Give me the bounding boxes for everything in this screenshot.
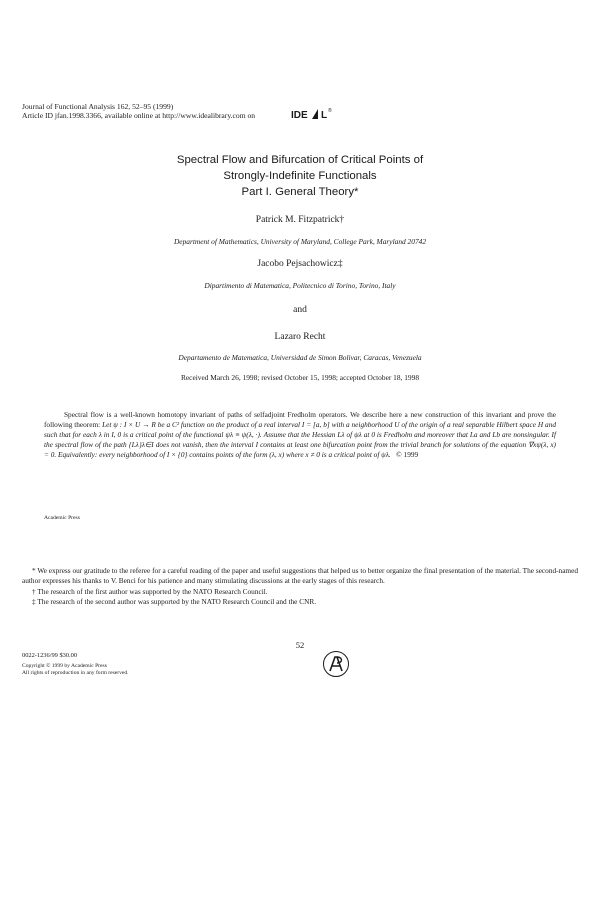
- author-affiliation-2: Dipartimento di Matematica, Politecnico di Torino, Torino, Italy: [204, 281, 396, 290]
- paper-title-line-1: Spectral Flow and Bifurcation of Critical Points of: [176, 154, 424, 166]
- author-name-2: Jacobo Pejsachowicz‡: [257, 259, 343, 269]
- received-dates: Received March 26, 1998; revised October 15, 1998; accepted October 18, 1998: [180, 373, 420, 382]
- abstract-intro: Spectral flow is a well-known homotopy invariant of paths of selfadjoint Fredholm operators. We describe here a new construction of this invariant and prove the following theorem:: [44, 410, 556, 429]
- publisher-note: Academic Press: [44, 515, 80, 521]
- author-name-3: Lazaro Recht: [274, 332, 326, 342]
- page-number: 52: [295, 640, 305, 650]
- author-affiliation-1: Department of Mathematics, University of Maryland, College Park, Maryland 20742: [173, 237, 427, 246]
- footnotes: [22, 566, 578, 608]
- abstract-copyright: © 1999: [396, 449, 419, 459]
- paper-title-line-2: Strongly-Indefinite Functionals: [223, 170, 377, 182]
- issn-price: 0022-1236/99 $30.00: [22, 652, 78, 659]
- ideal-logo-icon: [291, 105, 333, 123]
- rights-line: All rights of reproduction in any form reserved.: [22, 670, 129, 676]
- copyright-line: Copyright © 1999 by Academic Press: [22, 663, 107, 669]
- academic-press-seal-icon: [322, 650, 350, 678]
- svg-text:IDE: IDE: [291, 110, 308, 121]
- article-id-line: Article ID jfan.1998.3366, available online at http://www.idealibrary.com on: [22, 111, 256, 120]
- and-separator: and: [293, 305, 307, 315]
- footnote-second-author: ‡ The research of the second author was supported by the NATO Research Council and the CNR.: [32, 597, 317, 607]
- abstract: [44, 410, 556, 460]
- journal-citation: Journal of Functional Analysis 162, 52–95 (1999): [22, 102, 174, 111]
- author-affiliation-3: Departamento de Matematica, Universidad de Simon Bolivar, Caracas, Venezuela: [178, 353, 422, 362]
- paper-title-line-3: Part I. General Theory*: [241, 186, 359, 198]
- author-name-1: Patrick M. Fitzpatrick†: [255, 215, 345, 225]
- svg-text:L: L: [321, 110, 328, 121]
- svg-text:®: ®: [328, 108, 332, 114]
- footnote-acknowledgment: * We express our gratitude to the referee for a careful reading of the paper and useful suggestions that helped us to better organize the final presentation of the material. The second-named author expresses his thanks to V. Benci for his patience and many stimulating discussions at the early stages of this research.: [22, 566, 578, 586]
- footnote-first-author: † The research of the first author was supported by the NATO Research Council.: [32, 586, 268, 596]
- abstract-theorem: Let ψ : I × U → R be a C² function on the product of a real interval I = [a, b] with a neighborhood U of the origin of a real separable Hilbert space H and such that for each λ in I, 0 is a critical point of the functional ψλ ≡ ψ(λ, ·). Assume that the Hessian Lλ of ψλ at 0 is Fredholm and moreover that La and Lb are nonsingular. If the spectral flow of the path {Lλ}λ∈I does not vanish, then the interval I contains at least one bifurcation point from the trivial branch for solutions of the equation ∇xψ(λ, x) = 0. Equivalently: every neighborhood of I × {0} contains points of the form (λ, x) where x ≠ 0 is a critical point of ψλ.: [44, 419, 556, 459]
